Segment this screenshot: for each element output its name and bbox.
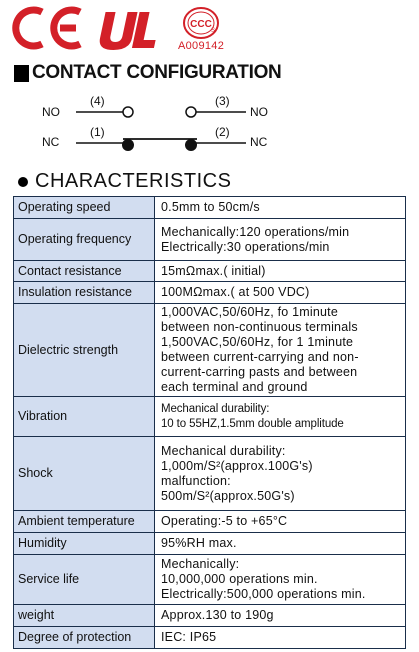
value-line: 10 to 55HZ,1.5mm double amplitude bbox=[161, 417, 344, 430]
terminal-1-label: (1) bbox=[90, 125, 105, 139]
row-value bbox=[155, 282, 406, 304]
value-line: Operating:-5 to +65°C bbox=[161, 514, 288, 528]
table-row bbox=[14, 261, 406, 282]
terminal-2-closed bbox=[185, 139, 197, 151]
terminal-3-label: (3) bbox=[215, 94, 230, 108]
row-label: Humidity bbox=[14, 533, 155, 555]
square-bullet-icon bbox=[14, 65, 29, 82]
row-value bbox=[155, 437, 406, 511]
svg-text:CCC: CCC bbox=[190, 19, 212, 30]
table-row bbox=[14, 533, 406, 555]
row-value bbox=[155, 555, 406, 605]
value-line: 95%RH max. bbox=[161, 536, 237, 550]
svg-text:S: S bbox=[210, 28, 216, 34]
characteristics-title: CHARACTERISTICS bbox=[35, 170, 232, 192]
value-line: 1,000m/S²(approx.100G's) bbox=[161, 458, 313, 473]
row-value bbox=[155, 397, 406, 437]
value-line: Approx.130 to 190g bbox=[161, 608, 274, 622]
value-line: Electrically:500,000 operations min. bbox=[161, 587, 366, 601]
label-nc-left: NC bbox=[42, 135, 60, 149]
terminal-4-label: (4) bbox=[90, 94, 105, 108]
value-line: malfunction: bbox=[161, 473, 231, 488]
row-label: Ambient temperature bbox=[14, 511, 155, 533]
table-row bbox=[14, 627, 406, 649]
label-no-left: NO bbox=[42, 105, 60, 119]
row-label: Dielectric strength bbox=[14, 304, 155, 397]
row-label: Service life bbox=[14, 555, 155, 605]
row-label: Degree of protection bbox=[14, 627, 155, 649]
table-row bbox=[14, 304, 406, 397]
row-label: Operating speed bbox=[14, 197, 155, 219]
characteristics-heading bbox=[14, 170, 231, 193]
round-bullet-icon bbox=[18, 177, 28, 187]
value-line: current-carring pasts and between bbox=[161, 365, 358, 379]
table-row bbox=[14, 197, 406, 219]
table-row bbox=[14, 555, 406, 605]
contact-configuration-title: CONTACT CONFIGURATION bbox=[32, 62, 282, 83]
value-line: 0.5mm to 50cm/s bbox=[161, 200, 260, 214]
terminal-2-label: (2) bbox=[215, 125, 230, 139]
row-label: weight bbox=[14, 605, 155, 627]
table-row bbox=[14, 511, 406, 533]
value-line: Electrically:30 operations/min bbox=[161, 239, 330, 254]
ccc-certificate-code: A009142 bbox=[178, 40, 225, 52]
row-label: Operating frequency bbox=[14, 219, 155, 261]
row-value bbox=[155, 219, 406, 261]
row-label: Shock bbox=[14, 437, 155, 511]
table-row bbox=[14, 282, 406, 304]
contact-configuration-heading bbox=[14, 62, 281, 84]
value-line: Mechanical durability: bbox=[161, 402, 270, 415]
value-line: 15mΩmax.( initial) bbox=[161, 263, 266, 278]
value-line: 500m/S²(approx.50G's) bbox=[161, 488, 295, 503]
terminal-3-open bbox=[186, 107, 196, 117]
value-line: between non-continuous terminals bbox=[161, 320, 358, 334]
ul-mark-icon bbox=[92, 10, 164, 50]
table-row bbox=[14, 219, 406, 261]
certification-logos bbox=[0, 0, 419, 60]
row-value bbox=[155, 605, 406, 627]
row-label: Contact resistance bbox=[14, 261, 155, 282]
row-value bbox=[155, 261, 406, 282]
value-line: IEC: IP65 bbox=[161, 630, 217, 644]
value-line: between current-carrying and non- bbox=[161, 350, 359, 364]
label-no-right: NO bbox=[250, 105, 268, 119]
label-nc-right: NC bbox=[250, 135, 268, 149]
value-line: 1,000VAC,50/60Hz, fo 1minute bbox=[161, 305, 338, 319]
value-line: 10,000,000 operations min. bbox=[161, 572, 318, 586]
row-value bbox=[155, 304, 406, 397]
row-value bbox=[155, 627, 406, 649]
row-value bbox=[155, 511, 406, 533]
row-label: Insulation resistance bbox=[14, 282, 155, 304]
terminal-1-closed bbox=[122, 139, 134, 151]
row-value bbox=[155, 533, 406, 555]
table-row bbox=[14, 437, 406, 511]
value-line: Mechanically:120 operations/min bbox=[161, 224, 350, 239]
value-line: Mechanically: bbox=[161, 557, 240, 571]
table-row bbox=[14, 605, 406, 627]
value-line: 100MΩmax.( at 500 VDC) bbox=[161, 285, 310, 299]
ccc-mark-icon bbox=[182, 6, 220, 40]
value-line: each terminal and ground bbox=[161, 380, 308, 394]
terminal-4-open bbox=[123, 107, 133, 117]
characteristics-table bbox=[13, 196, 406, 649]
row-label: Vibration bbox=[14, 397, 155, 437]
value-line: Mechanical durability: bbox=[161, 443, 286, 458]
value-line: 1,500VAC,50/60Hz, for 1 1minute bbox=[161, 335, 354, 349]
table-row bbox=[14, 397, 406, 437]
contact-diagram bbox=[0, 88, 419, 163]
row-value bbox=[155, 197, 406, 219]
ce-mark-icon bbox=[10, 6, 84, 50]
